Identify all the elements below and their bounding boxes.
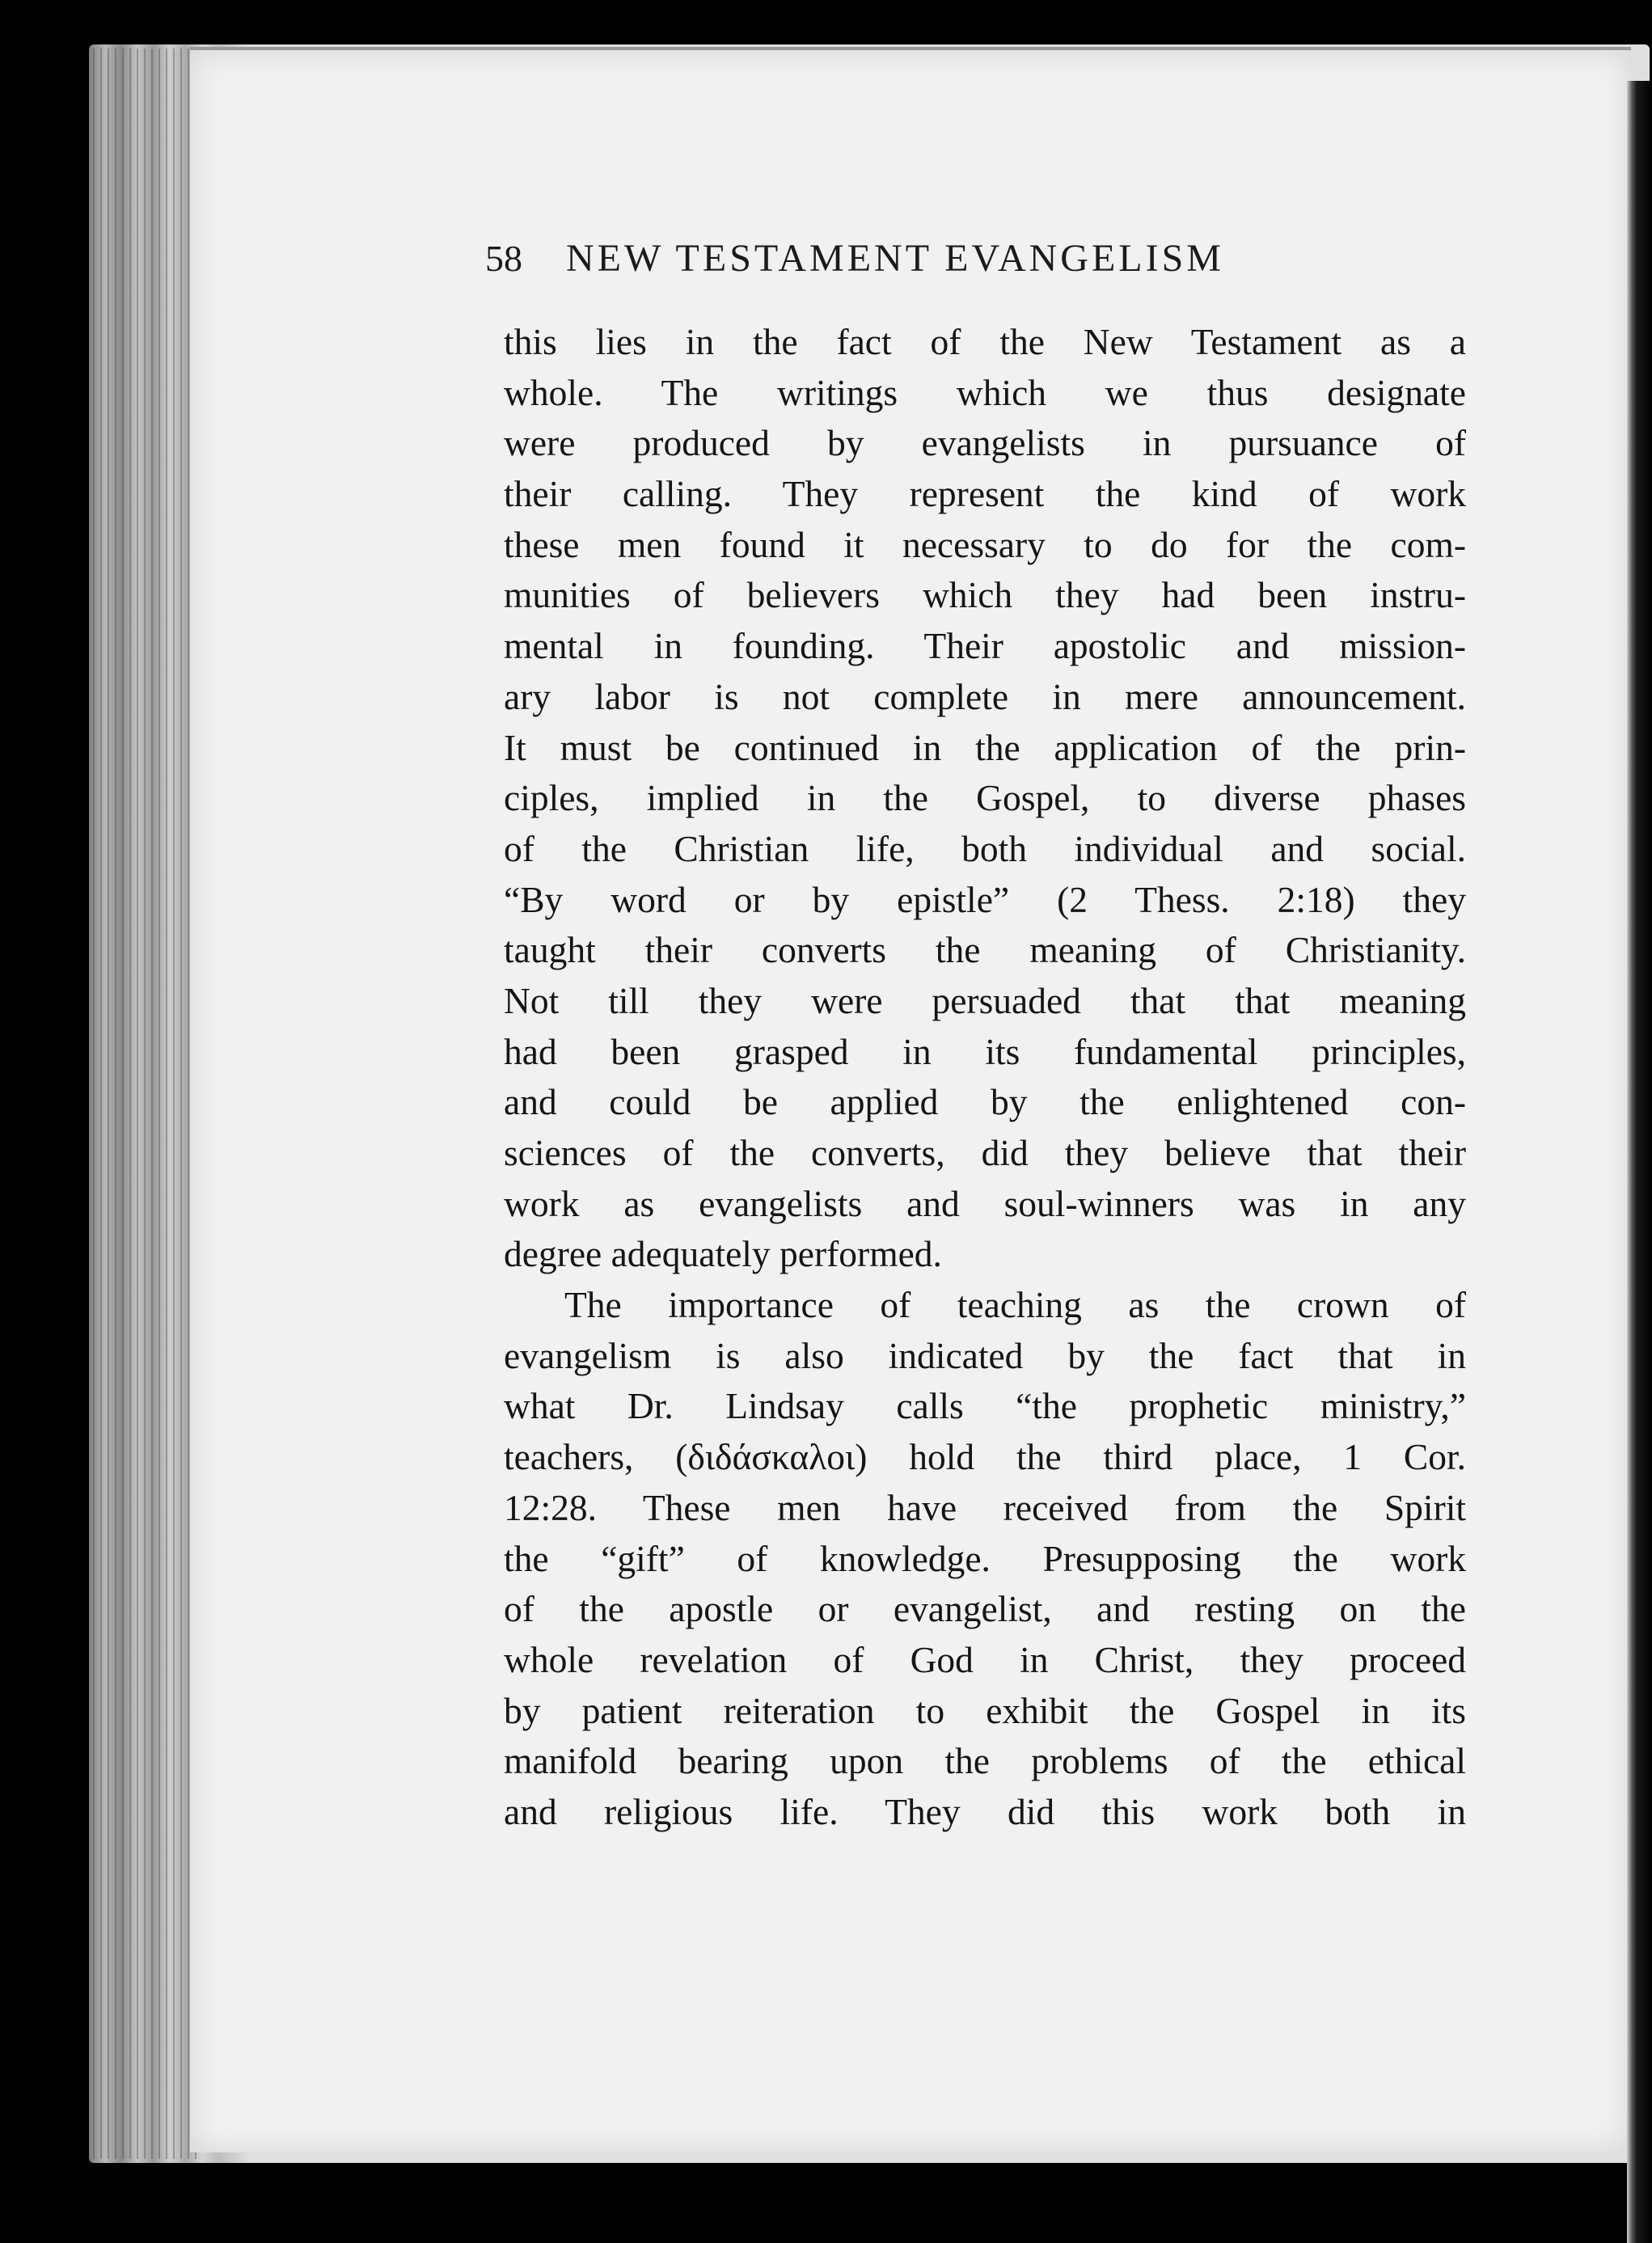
text-line: whole. The writings which we thus designate — [504, 371, 1466, 413]
text-line: and could be applied by the enlightened con- — [504, 1081, 1466, 1123]
text-line: whole revelation of God in Christ, they proceed — [504, 1638, 1466, 1680]
text-line: their calling. They represent the kind of work — [504, 473, 1466, 515]
page-header — [485, 234, 1464, 299]
text-line: and religious life. They did this work both in — [504, 1790, 1466, 1832]
text-line: of the Christian life, both individual and social. — [504, 827, 1466, 869]
page-number: 58 — [485, 238, 522, 279]
text-line: teachers, (διδάσκαλοι) hold the third place, 1 Cor. — [504, 1436, 1466, 1478]
text-line: what Dr. Lindsay calls “the prophetic ministry,” — [504, 1385, 1466, 1427]
text-line: “By word or by epistle” (2 Thess. 2:18) they — [504, 878, 1466, 920]
text-line: The importance of teaching as the crown of — [564, 1284, 1466, 1326]
text-line: sciences of the converts, did they believe that their — [504, 1132, 1466, 1173]
text-line: of the apostle or evangelist, and resting on the — [504, 1588, 1466, 1630]
text-line: this lies in the fact of the New Testament as a — [504, 321, 1466, 362]
text-line: these men found it necessary to do for the com- — [504, 523, 1466, 565]
text-line: 12:28. These men have received from the Spirit — [504, 1486, 1466, 1528]
text-line: mental in founding. Their apostolic and mission- — [504, 625, 1466, 667]
text-line: ciples, implied in the Gospel, to diverse phases — [504, 777, 1466, 819]
text-line: the “gift” of knowledge. Presupposing the work — [504, 1537, 1466, 1579]
body-text — [504, 317, 1466, 1838]
text-line: Not till they were persuaded that that meaning — [504, 979, 1466, 1021]
paragraph-1 — [504, 317, 1466, 1280]
running-head: NEW TESTAMENT EVANGELISM — [566, 237, 1224, 280]
book-spine — [1627, 81, 1652, 2243]
text-line: had been grasped in its fundamental principles, — [504, 1030, 1466, 1072]
text-line: work as evangelists and soul-winners was in any — [504, 1182, 1466, 1224]
text-line: It must be continued in the application of the prin- — [504, 726, 1466, 768]
text-line: degree adequately performed. — [504, 1233, 942, 1275]
text-line: ary labor is not complete in mere announcement. — [504, 675, 1466, 717]
text-line: munities of believers which they had been instru- — [504, 574, 1466, 616]
text-line: were produced by evangelists in pursuance of — [504, 422, 1466, 464]
paragraph-2 — [504, 1280, 1466, 1838]
text-line: evangelism is also indicated by the fact that in — [504, 1334, 1466, 1376]
text-line: manifold bearing upon the problems of the ethical — [504, 1740, 1466, 1782]
text-line: by patient reiteration to exhibit the Gospel in its — [504, 1689, 1466, 1731]
page-stack-lines — [93, 49, 198, 2159]
text-line: taught their converts the meaning of Christianity. — [504, 929, 1466, 971]
